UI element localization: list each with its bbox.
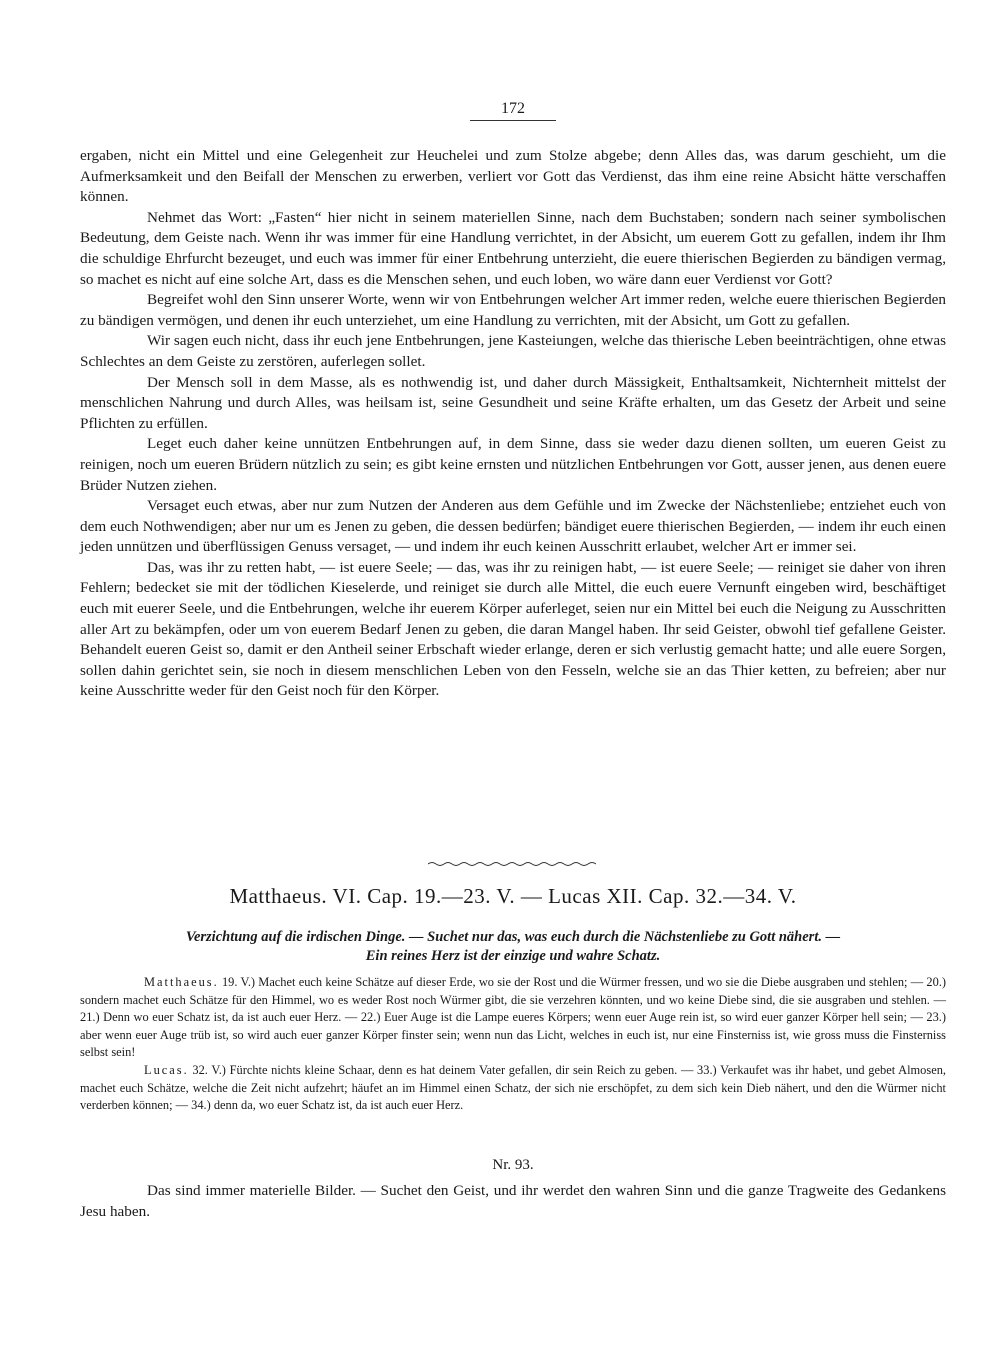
- paragraph: Wir sagen euch nicht, dass ihr euch jene Entbehrungen, jene Kasteiungen, welche das thierische Leben beeinträchtigen, ohne etwas Schlechtes an dem Geiste zu zerstören, auferlegen sollet.: [80, 332, 946, 370]
- paragraph: Leget euch daher keine unnützen Entbehrungen auf, in dem Sinne, dass sie weder dazu dienen sollten, um eueren Geist zu reinigen, noch um eueren Brüdern nützlich zu sein; es gibt keine ernsten und nützlichen Entbehrungen vor Gott, ausser jenen, aus denen euere Brüder Nutzen ziehen.: [80, 435, 946, 494]
- quote-label: Lucas.: [144, 1062, 189, 1077]
- subtitle-line: Ein reines Herz ist der einzige und wahre Schatz.: [365, 948, 661, 964]
- section-number: Nr. 93.: [492, 1157, 534, 1173]
- section-heading: Matthaeus. VI. Cap. 19.—23. V. — Lucas XII. Cap. 32.—34. V.: [229, 884, 797, 908]
- paragraph: Das sind immer materielle Bilder. — Suchet den Geist, und ihr werdet den wahren Sinn und die ganze Tragweite des Gedankens Jesu haben.: [80, 1182, 946, 1220]
- paragraph: Das, was ihr zu retten habt, — ist euere Seele; — das, was ihr zu reinigen habt, — ist euere Seele; — reiniget sie daher von ihren Fehlern; bedecket sie mit der tödlichen Kieselerde, und reiniget sie durch alle Mittel, die euch euere Vernunft eingeben wird, beschäftiget euch mit euerer Seele, und die Entbehrungen, welche ihr euerem Körper auferleget, seien nur ein Mittel bei euch die Neigung zu Ausschritten aller Art zu bekämpfen, oder um von euerem Bedarf Jenen zu geben, die daran Mangel haben. Ihr seid Geister, obwohl tief gefallene Geister. Behandelt eueren Geist so, damit er den Antheil seiner Erbschaft wieder erlange, deren er sich verlustig gemacht hatte; und alle euere Sorgen, sollen dahin gerichtet sein, sie noch in diesem menschlichen Leben von den Fesseln, welche sie an das Thier ketten, zu befreien; aber nur keine Ausschritte weder für den Geist noch für den Körper.: [80, 558, 946, 700]
- ornamental-divider: [428, 860, 596, 868]
- closing-text: [80, 1180, 946, 1222]
- quote-label: Matthaeus.: [144, 975, 219, 989]
- paragraph: Der Mensch soll in dem Masse, als es nothwendig ist, und daher durch Mässigkeit, Enthaltsamkeit, Nichternheit mittelst der menschlichen Nahrung und durch Alles, was heilsam ist, seine Gesundheit und seine Kräfte erhalten, um das Gesetz der Arbeit und seine Pflichten zu erfüllen.: [80, 373, 946, 432]
- subtitle-line: Verzichtung auf die irdischen Dinge. — Suchet nur das, was euch durch die Nächstenliebe zu Gott nähert. —: [185, 929, 841, 945]
- paragraph: Nehmet das Wort: „Fasten“ hier nicht in seinem materiellen Sinne, nach dem Buchstaben; sondern nach seiner symbolischen Bedeutung, dem Geiste nach. Wenn ihr was immer für eine Handlung verrichtet, in der Absicht, um euerem Gott zu gefallen, indem ihr Ihm die schuldige Ehrfurcht bezeuget, und euch was immer für einer Entbehrung unterzieht, die euere thierischen Begierden zu bändigen vermag, so machet es nicht auf eine solche Art, dass es die Menschen sehen, und euch loben, wo wäre dann euer Verdienst vor Gott?: [80, 208, 946, 288]
- quote-text: 32. V.) Fürchte nichts kleine Schaar, denn es hat deinem Vater gefallen, dir sein Reich zu geben. — 33.) Verkaufet was ihr habet, und gebet Almosen, machet euch Schätze, welche die Zeit nicht aufzehrt; häufet an im Himmel einen Schatz, der sich nie erschöpfet, zu dem sich kein Dieb nähert, und den die Würmer nicht verderben können; — 34.) denn da, wo euer Schatz ist, da ist auch euer Herz.: [80, 1062, 946, 1113]
- paragraph: Begreifet wohl den Sinn unserer Worte, wenn wir von Entbehrungen welcher Art immer reden, welche euere thierischen Begierden zu bändigen vermögen, und denen ihr euch unterziehet, um eine Handlung zu verrichten, mit der Absicht, um Gott zu gefallen.: [80, 291, 946, 329]
- paragraph: Versaget euch etwas, aber nur zum Nutzen der Anderen aus dem Gefühle und im Zwecke der Nächstenliebe; entziehet euch von dem euch Nothwendigen; aber nur um es Jenen zu geben, die dessen bedürfen; bändiget euere thierischen Begierden, — indem ihr euch einen jeden unnützen und überflüssigen Genuss versaget, — und indem ihr euch keinen Ausschritt erlaubet, welcher Art er immer sei.: [80, 497, 946, 556]
- page-number: 172: [470, 100, 556, 121]
- body-text: [80, 146, 946, 702]
- quote-lucas: [80, 1062, 946, 1115]
- quote-matthaeus: [80, 974, 946, 1062]
- paragraph: ergaben, nicht ein Mittel und eine Gelegenheit zur Heuchelei und zum Stolze abgebe; denn Alles das, was darum geschieht, um die Aufmerksamkeit und den Beifall der Menschen zu erwerben, verliert vor Gott das Verdienst, das ihm eine reine Absicht hätte verschaffen können.: [80, 147, 946, 206]
- quote-text: 19. V.) Machet euch keine Schätze auf dieser Erde, wo sie der Rost und die Würmer fressen, und wo sie die Diebe ausgraben und stehlen; — 20.) sondern machet euch Schätze für den Himmel, wo es weder Rost noch Würmer gibt, die sie verzehren könnten, und wo keine Diebe sind, die sie ausgraben und stehlen. — 21.) Denn wo euer Schatz ist, da ist auch euer Herz. — 22.) Euer Auge ist die Lampe eueres Körpers; wenn euer Auge rein ist, so wird euer ganzer Körper hell sein; — 23.) aber wenn euer Auge trüb ist, so wird auch euer ganzer Körper finster sein; wenn nun das Licht, welches in euch ist, nur eine Finsterniss ist, wie gross muss die Finsterniss selbst sein!: [80, 975, 946, 1060]
- section-subtitle: [80, 928, 946, 966]
- scripture-quotes: [80, 974, 946, 1115]
